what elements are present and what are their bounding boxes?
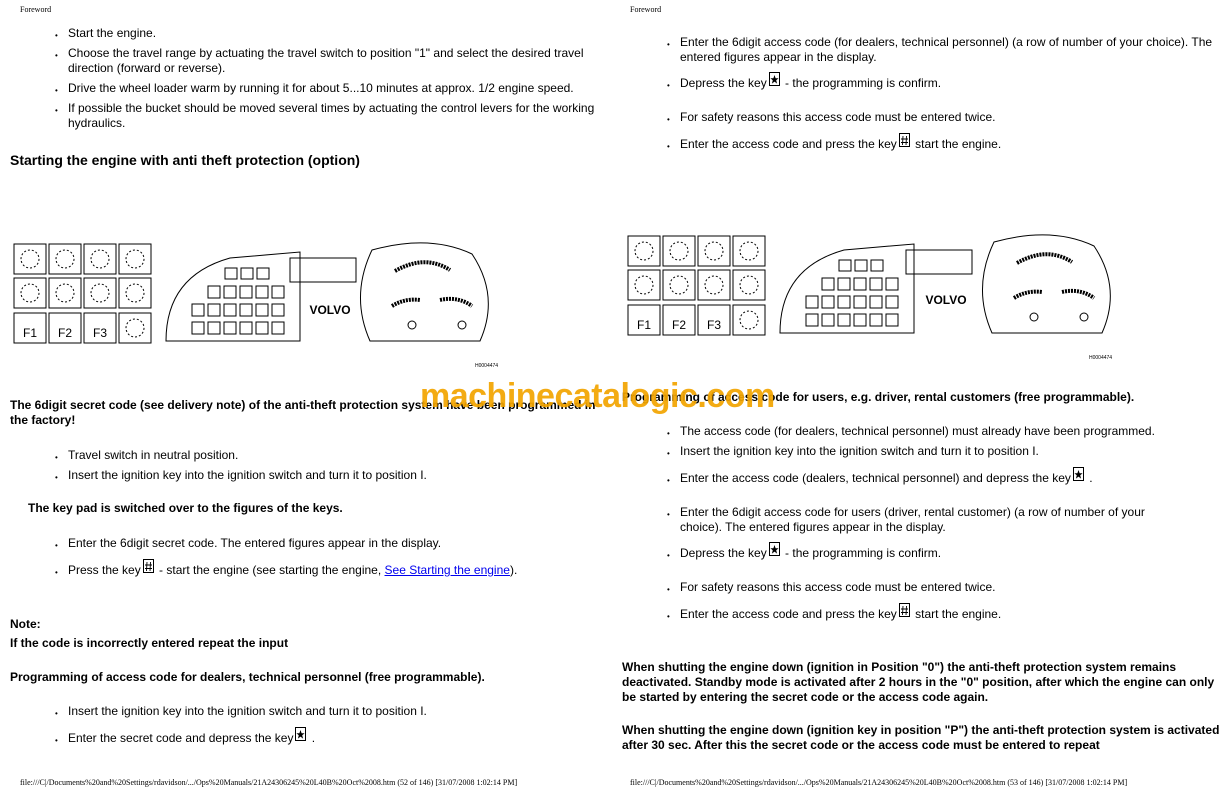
programming-dealer-heading: Programming of access code for dealers, technical personnel (free programmable). — [10, 670, 485, 684]
note-text: If the code is incorrectly entered repeat the input — [10, 636, 289, 650]
section-heading: Starting the engine with anti theft protection (option) — [10, 152, 360, 168]
keypad-f1-label: F1 — [636, 318, 652, 332]
volvo-logo: VOLVO — [925, 293, 967, 307]
keypad-f3-label: F3 — [92, 326, 108, 340]
list-item: • Depress the key - the programming is confirm. — [667, 76, 1224, 91]
page-footer: file:///C|/Documents%20and%20Settings/rdavidson/.../Ops%20Manuals/21A24306245%20L40B%20Oct%2008.htm (52 of 146) [31/07/2008 1:02:14 PM] — [20, 778, 518, 787]
star-key-icon — [769, 542, 780, 556]
shutdown-position-p-note: When shutting the engine down (ignition key in position "P") the anti-theft protection system is activated after 30 sec. After this the secret code or the access code must be entered to repeat — [622, 723, 1220, 752]
figure-code: H0004474 — [475, 363, 499, 369]
keypad-f2-label: F2 — [57, 326, 73, 340]
secret-code-note: The 6digit secret code (see delivery note) of the anti-theft protection system have been programmed in the factory! — [10, 398, 596, 427]
hash-key-icon — [899, 603, 910, 617]
page-header: Foreword — [630, 5, 662, 14]
shutdown-position-0-note: When shutting the engine down (ignition in Position "0") the anti-theft protection system remains deactivated. Standby mode is activated after 2 hours in the "0" position, after which the engine can only be started by entering the secret code or the access code again. — [622, 660, 1215, 704]
star-key-icon — [769, 72, 780, 86]
list-item: • Choose the travel range by actuating the travel switch to position "1" and select the desired travel direction (forward or reverse). — [55, 46, 608, 76]
list-item: • Travel switch in neutral position. — [55, 448, 608, 463]
starting-engine-link[interactable]: See Starting the engine — [384, 563, 510, 577]
list-item: • Depress the key - the programming is confirm. — [667, 546, 1224, 561]
dashboard-keypad-figure — [624, 228, 1124, 362]
keypad-f1-label: F1 — [22, 326, 38, 340]
list-item: • Enter the access code (dealers, technical personnel) and depress the key . — [667, 471, 1224, 486]
star-key-icon — [1073, 467, 1084, 481]
list-item: • Enter the 6digit secret code. The entered figures appear in the display. — [55, 536, 608, 551]
list-item: • Insert the ignition key into the ignition switch and turn it to position I. — [667, 444, 1224, 459]
figure-code: H0004474 — [1089, 355, 1113, 361]
list-item: • Enter the secret code and depress the key . — [55, 731, 608, 746]
watermark: machinecatalogic.com — [420, 377, 775, 415]
list-item: • The access code (for dealers, technical personnel) must already have been programmed. — [667, 424, 1224, 439]
keypad-f2-label: F2 — [671, 318, 687, 332]
dashboard-keypad-figure — [10, 236, 500, 370]
hash-key-icon — [899, 133, 910, 147]
list-item: • Enter the 6digit access code for users (driver, rental customer) (a row of number of your choice). The entered figures appear in the display. — [667, 505, 1180, 535]
hash-key-icon — [143, 559, 154, 573]
keypad-note: The key pad is switched over to the figures of the keys. — [28, 501, 343, 515]
volvo-logo: VOLVO — [309, 303, 351, 317]
list-item: • Enter the access code and press the key start the engine. — [667, 137, 1224, 152]
keypad-f3-label: F3 — [706, 318, 722, 332]
list-item: • Enter the access code and press the key start the engine. — [667, 607, 1224, 622]
list-item: • For safety reasons this access code must be entered twice. — [667, 110, 1224, 125]
list-item: • Enter the 6digit access code (for dealers, technical personnel) (a row of number of your choice). The entered figures appear in the display. — [667, 35, 1224, 65]
list-item: • Insert the ignition key into the ignition switch and turn it to position I. — [55, 468, 608, 483]
list-item: • Start the engine. — [55, 26, 608, 41]
list-item: • Press the key - start the engine (see starting the engine, See Starting the engine). — [55, 563, 612, 578]
page-footer: file:///C|/Documents%20and%20Settings/rdavidson/.../Ops%20Manuals/21A24306245%20L40B%20Oct%2008.htm (53 of 146) [31/07/2008 1:02:14 PM] — [630, 778, 1128, 787]
star-key-icon — [295, 727, 306, 741]
list-item: • Drive the wheel loader warm by running it for about 5...10 minutes at approx. 1/2 engine speed. — [55, 81, 608, 96]
list-item: • If possible the bucket should be moved several times by actuating the control levers for the working hydraulics. — [55, 101, 608, 131]
page-header: Foreword — [20, 5, 52, 14]
list-item: • Insert the ignition key into the ignition switch and turn it to position I. — [55, 704, 608, 719]
list-item: • For safety reasons this access code must be entered twice. — [667, 580, 1224, 595]
programming-users-heading: Programming of access code for users, e.g. driver, rental customers (free programmable). — [622, 390, 1135, 404]
note-label: Note: — [10, 617, 41, 631]
